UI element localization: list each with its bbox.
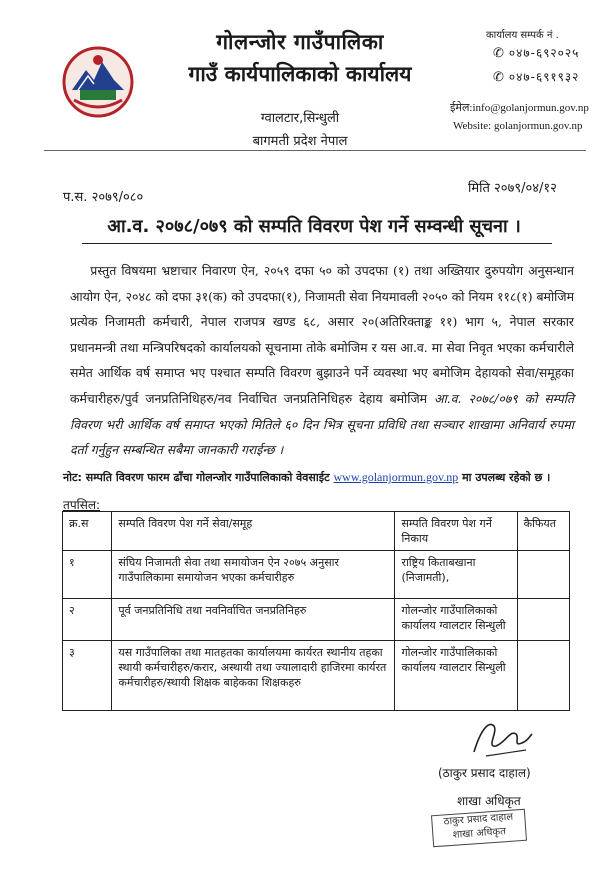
notice-body-highlight: आ.व. २०७८/०७९ को सम्पति विवरण भरी आर्थिक वर्ष समाप्त भएको मितिले ६० दिन भित्र सूचना प्रविधि तथा सञ्चार शाखामा अनिवार्य रुपमा दर्ता गर्नुहुन सम्बन्धित सबैमा जानकारी गराईन्छ । [70,390,575,458]
office-address: ग्वालटार,सिन्धुली [260,111,340,126]
stamp-name: ठाकुर प्रसाद दाहाल [443,811,514,828]
table-cell: गोलन्जोर गाउँपालिकाको कार्यालय ग्वालटार सिन्धुली [395,641,517,711]
note-suffix: मा उपलब्ध रहेको छ । [462,471,551,484]
municipality-name: गोलन्जोर गाउँपालिका [216,30,384,54]
notice-title: आ.व. २०७८/०७९ को सम्पति विवरण पेश गर्ने सम्वन्धी सूचना । [107,216,521,237]
signatory-post: शाखा अधिकृत [457,794,521,808]
col-header-sn: क्र.स [63,512,112,551]
phone-2-number: ०४७-६९१९३२ [508,70,580,84]
table-cell [517,551,569,599]
reference-number: प.स. २०७९/०८० [63,190,144,205]
office-name: गाउँ कार्यपालिकाको कार्यालय [188,62,412,86]
table-row [63,551,570,599]
table-cell: संघिय निजामती सेवा तथा समायोजन ऐन २०७५ अनुसार गाउँपालिकामा समायोजन भएका कर्मचारीहरु [112,551,395,599]
phone-1-number: ०४७-६९२०२५ [508,46,580,60]
table-cell: यस गाउँपालिका तथा मातहतका कार्यालयमा कार्यरत स्थानीय तहका स्थायी कर्मचारीहरु/करार, अस्थायी तथा ज्यालादारी हाजिरमा कार्यरत कर्मचारीहरु/स्थायी शिक्षक बाहेकका शिक्षकहरु [112,641,395,711]
table-cell [517,599,569,641]
notice-body [70,258,574,463]
contact-email: ईमेल:info@golanjormun.gov.np [450,102,589,114]
col-header-submission-body: सम्पति विवरण पेश गर्ने निकाय [395,512,517,551]
table-row [63,599,570,641]
col-header-service-group: सम्पति विवरण पेश गर्ने सेवा/समूह [112,512,395,551]
table-cell: १ [63,551,112,599]
note [63,470,583,485]
website-link[interactable]: www.golanjormun.gov.np [333,470,459,484]
title-underline [82,243,552,244]
letter-date: मिति २०७९/०४/१२ [468,181,557,196]
table-cell: २ [63,599,112,641]
phone-2 [493,68,579,85]
phone-icon: ✆ [493,70,505,85]
col-header-remarks: कैफियत [517,512,569,551]
notice-body-main: प्रस्तुत विषयमा भ्रष्टाचार निवारण ऐन, २०५९ दफा ५० को उपदफा (१) तथा अख्तियार दुरुपयोग अनुसन्धान आयोग ऐन, २०४८ को दफा ३१(क) को उपदफा(१), निजामती सेवा नियमावली २०५० को नियम ११८(१) बमोजिम प्रत्येक निजामती कर्मचारी, नेपाल राजपत्र खण्ड ६८, असार २०(अतिरिक्ताङ्क ११) भाग ५, नेपाल सरकार प्रधानमन्त्री तथा मन्त्रिपरिषदको कार्यालयको सूचनामा तोके बमोजिम र यस आ.व. मा सेवा निवृत भएका कर्मचारीले समेत आर्थिक वर्ष समाप्त भए पश्चात सम्पति विवरण बुझाउने पर्ने व्यवस्था भए बमोजिम देहायको सेवा/समूहका कर्मचारीहरु/पुर्व जनप्रतिनिधिहरु/नव निर्वाचित जनप्रतिनिधिहरु देहाय बमोजिम [70,263,574,406]
table-header-row [63,512,570,551]
phone-icon: ✆ [493,46,505,61]
phone-1 [493,44,579,61]
schedule-heading: तपसिल: [63,498,101,512]
signatory-name: (ठाकुर प्रसाद दाहाल) [438,766,531,780]
note-prefix: नोट: सम्पति विवरण फारम ढाँचा गोलन्जोर गाउँपालिकाको वेवसाईट [63,471,330,484]
government-emblem-icon [60,44,136,120]
table-cell: ३ [63,641,112,711]
table-cell: गोलन्जोर गाउँपालिकाको कार्यालय ग्वालटार सिन्धुली [395,599,517,641]
table-row [63,641,570,711]
table-cell: पूर्व जनप्रतिनिधि तथा नवनिर्वाचित जनप्रतिनिहरु [112,599,395,641]
signature-mark-icon [466,712,536,762]
stamp-post: शाखा अधिकृत [452,826,507,841]
contact-website: Website: golanjormun.gov.np [453,120,583,132]
official-stamp [431,809,527,847]
table-cell [517,641,569,711]
submission-table [62,511,570,711]
province-address: बागमती प्रदेश नेपाल [252,134,348,149]
table-cell: राष्ट्रिय किताबखाना (निजामती), [395,551,517,599]
header-divider [44,150,586,151]
contact-label: कार्यालय सम्पर्क नं . [486,30,559,41]
